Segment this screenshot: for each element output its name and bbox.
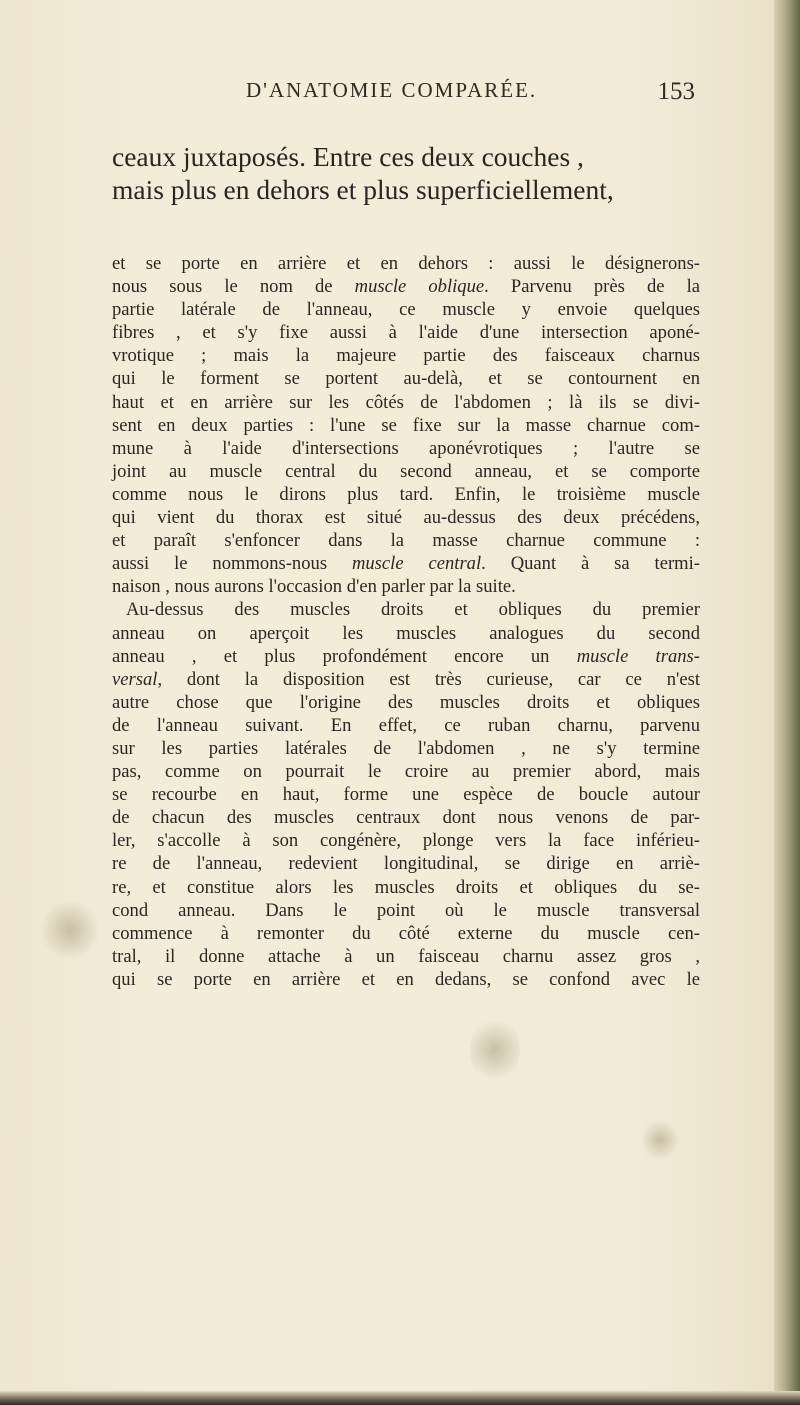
text-line [112, 252, 700, 275]
text-line [112, 367, 700, 390]
text-line [112, 806, 700, 829]
text-run: de l'anneau suivant. En effet, ce ruban charnu, parvenu [112, 714, 700, 736]
text-run: ler, s'accolle à son congénère, plonge vers la face inférieu- [112, 830, 700, 852]
italic-term: muscle trans- [576, 645, 700, 667]
large-type-lead [112, 140, 702, 206]
text-run: qui vient du thorax est situé au-dessus des deux précédens, [112, 507, 700, 529]
text-run: anneau , et plus profondément encore un [112, 645, 577, 667]
text-run: de chacun des muscles centraux dont nous venons de par- [112, 807, 700, 829]
text-line [112, 298, 700, 321]
text-run: tral, il donne attache à un faisceau charnu assez gros , [112, 945, 700, 967]
text-line [112, 922, 700, 945]
text-line [112, 968, 700, 991]
text-run: mune à l'aide d'intersections aponévrotiques ; l'autre se [112, 437, 700, 459]
text-line [112, 275, 700, 298]
text-line [112, 714, 700, 737]
text-run: naison , nous aurons l'occasion d'en parler par la suite. [112, 576, 516, 598]
text-run: anneau on aperçoit les muscles analogues du second [112, 622, 700, 644]
text-run: pas, comme on pourrait le croire au premier abord, mais [112, 761, 700, 783]
text-line [112, 529, 700, 552]
text-line [112, 552, 700, 575]
text-run: re, et constitue alors les muscles droits et obliques du se- [112, 876, 700, 898]
text-line [112, 829, 700, 852]
text-run: nous sous le nom de [112, 276, 355, 298]
text-run: haut et en arrière sur les côtés de l'abdomen ; là ils se divi- [112, 391, 700, 413]
italic-term: versal [112, 668, 158, 690]
text-line [112, 876, 700, 899]
text-run: joint au muscle central du second anneau, et se comporte [112, 460, 700, 482]
text-run: partie latérale de l'anneau, ce muscle y envoie quelques [112, 299, 700, 321]
paper-stain [640, 1120, 680, 1160]
page-binding-edge [774, 0, 800, 1405]
lead-line: mais plus en dehors et plus superficiellement, [112, 174, 614, 205]
text-line [112, 437, 700, 460]
text-run: comme nous le dirons plus tard. Enfin, le troisième muscle [112, 483, 700, 505]
text-run: sur les parties latérales de l'abdomen , ne s'y termine [112, 737, 700, 759]
text-line [112, 645, 700, 668]
text-line [112, 575, 700, 598]
text-line [112, 760, 700, 783]
text-run: qui le forment se portent au-delà, et se contournent en [112, 368, 700, 390]
text-line [112, 321, 700, 344]
text-run: autre chose que l'origine des muscles droits et obliques [112, 691, 700, 713]
text-line [112, 899, 700, 922]
page-bottom-edge [0, 1391, 800, 1405]
text-line [112, 598, 700, 621]
text-run: sent en deux parties : l'une se fixe sur la masse charnue com- [112, 414, 700, 436]
text-line [112, 391, 700, 414]
text-run: commence à remonter du côté externe du muscle cen- [112, 922, 700, 944]
paper-stain [40, 900, 100, 960]
text-run: cond anneau. Dans le point où le muscle transversal [112, 899, 700, 921]
text-run: . Quant à sa termi- [481, 553, 700, 575]
body-paragraphs [112, 252, 712, 991]
text-run: fibres , et s'y fixe aussi à l'aide d'une intersection aponé- [112, 322, 700, 344]
paper-stain [470, 1015, 520, 1085]
text-run: et paraît s'enfoncer dans la masse charnue commune : [112, 530, 700, 552]
text-line [112, 622, 700, 645]
text-run: , dont la disposition est très curieuse, car ce n'est [157, 668, 700, 690]
text-line [112, 344, 700, 367]
text-line [112, 691, 700, 714]
lead-line: ceaux juxtaposés. Entre ces deux couches , [112, 141, 584, 172]
text-run: . Parvenu près de la [484, 276, 700, 298]
text-line [112, 852, 700, 875]
text-run: et se porte en arrière et en dehors : aussi le désignerons- [112, 253, 700, 274]
text-run: aussi le nommons-nous [112, 553, 352, 575]
text-line [112, 945, 700, 968]
text-line [112, 506, 700, 529]
text-line [112, 483, 700, 506]
text-run: qui se porte en arrière et en dedans, se confond avec le [112, 968, 700, 990]
text-line [112, 460, 700, 483]
italic-term: muscle oblique [354, 276, 485, 298]
running-head [150, 78, 695, 106]
text-line [112, 783, 700, 806]
running-title: D'ANATOMIE COMPARÉE. [246, 78, 538, 102]
text-line [112, 668, 700, 691]
text-run: vrotique ; mais la majeure partie des faisceaux charnus [112, 345, 700, 367]
text-run: Au-dessus des muscles droits et obliques du premier [126, 599, 700, 621]
text-run: se recourbe en haut, forme une espèce de boucle autour [112, 784, 700, 806]
text-line [112, 414, 700, 437]
italic-term: muscle central [351, 553, 482, 575]
text-line [112, 737, 700, 760]
text-run: re de l'anneau, redevient longitudinal, se dirige en arriè- [112, 853, 700, 875]
page-number: 153 [657, 78, 695, 105]
